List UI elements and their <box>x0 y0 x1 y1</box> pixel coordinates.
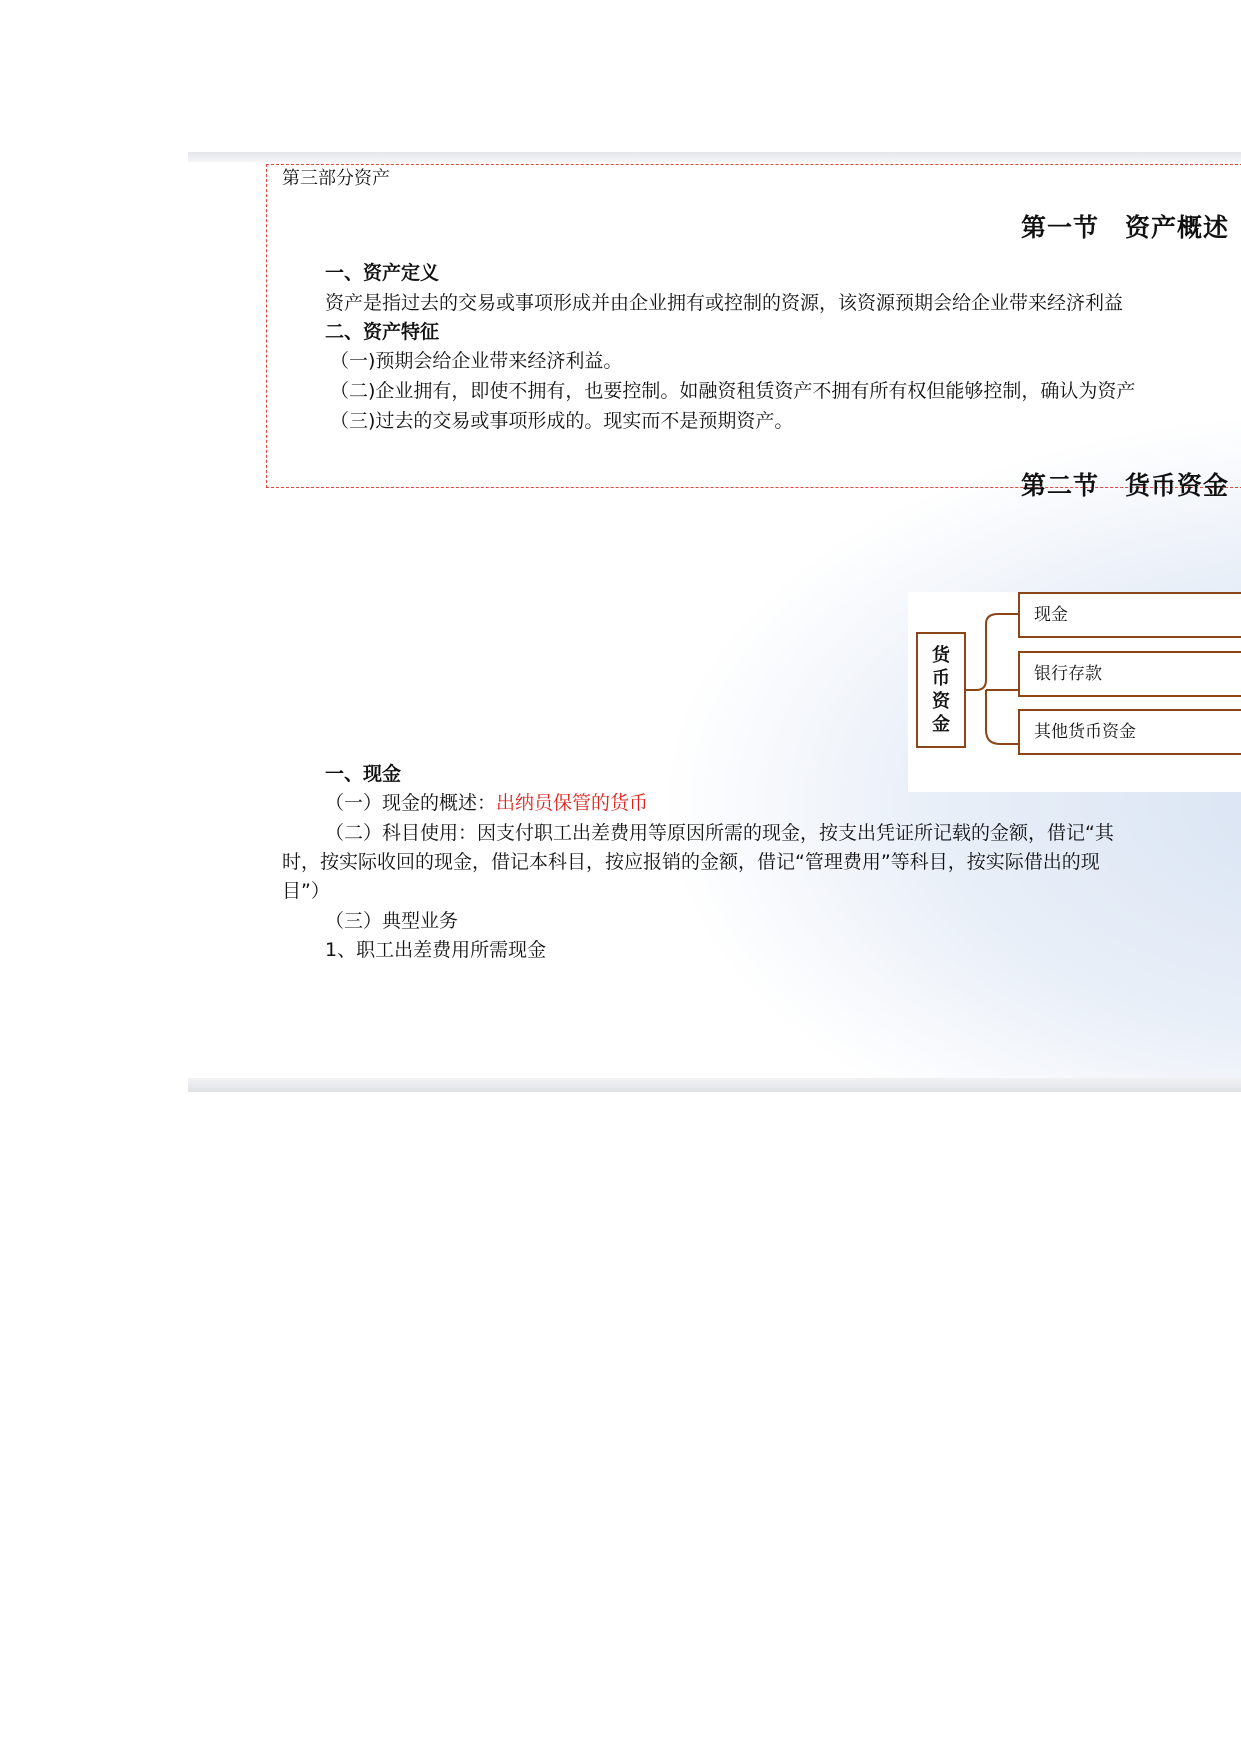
cash-overview-value: 出纳员保管的货币 <box>496 792 649 814</box>
usage-line-3: 目”） <box>282 880 330 902</box>
section1-heading: 第一节 资产概述 <box>1021 213 1230 242</box>
asset-definition-title: 一、资产定义 <box>325 262 440 284</box>
section2-heading: 第二节 货币资金 <box>1021 471 1230 500</box>
top-bar <box>188 152 1241 162</box>
cash-title: 一、现金 <box>325 763 402 785</box>
part-title: 第三部分资产 <box>282 168 390 189</box>
typical-title: （三）典型业务 <box>325 910 459 932</box>
asset-definition-text: 资产是指过去的交易或事项形成并由企业拥有或控制的资源，该资源预期会给企业带来经济利益 <box>325 292 1124 314</box>
bottom-bar <box>188 1078 1241 1092</box>
usage-line-2: 时，按实际收回的现金，借记本科目，按应报销的金额，借记“管理费用”等科目，按实际借出的现 <box>282 851 1100 873</box>
usage-line-1: （二）科目使用：因支付职工出差费用等原因所需的现金，按支出凭证所记载的金额，借记“其 <box>325 822 1114 844</box>
feature-item-1: （一)预期会给企业带来经济利益。 <box>330 350 623 372</box>
document-slice <box>188 152 1241 1092</box>
diagram-branch-other: 其他货币资金 <box>1018 709 1241 755</box>
root-char: 金 <box>932 714 950 735</box>
diagram-branch-bank: 银行存款 <box>1018 651 1241 697</box>
diagram-root-box <box>916 632 966 748</box>
diagram-branch-cash: 现金 <box>1018 592 1241 638</box>
root-char: 币 <box>932 668 950 689</box>
root-char: 资 <box>932 691 950 712</box>
asset-features-title: 二、资产特征 <box>325 321 440 343</box>
monetary-funds-diagram <box>908 592 1241 792</box>
typical-item-1: 1、职工出差费用所需现金 <box>325 939 547 961</box>
root-char: 货 <box>932 645 950 666</box>
cash-overview-label: （一）现金的概述： <box>325 792 497 814</box>
feature-item-2: （二)企业拥有，即使不拥有，也要控制。如融资租赁资产不拥有所有权但能够控制，确认为资产 <box>330 380 1136 402</box>
cash-overview <box>325 790 648 816</box>
feature-item-3: （三)过去的交易或事项形成的。现实而不是预期资产。 <box>330 410 794 432</box>
